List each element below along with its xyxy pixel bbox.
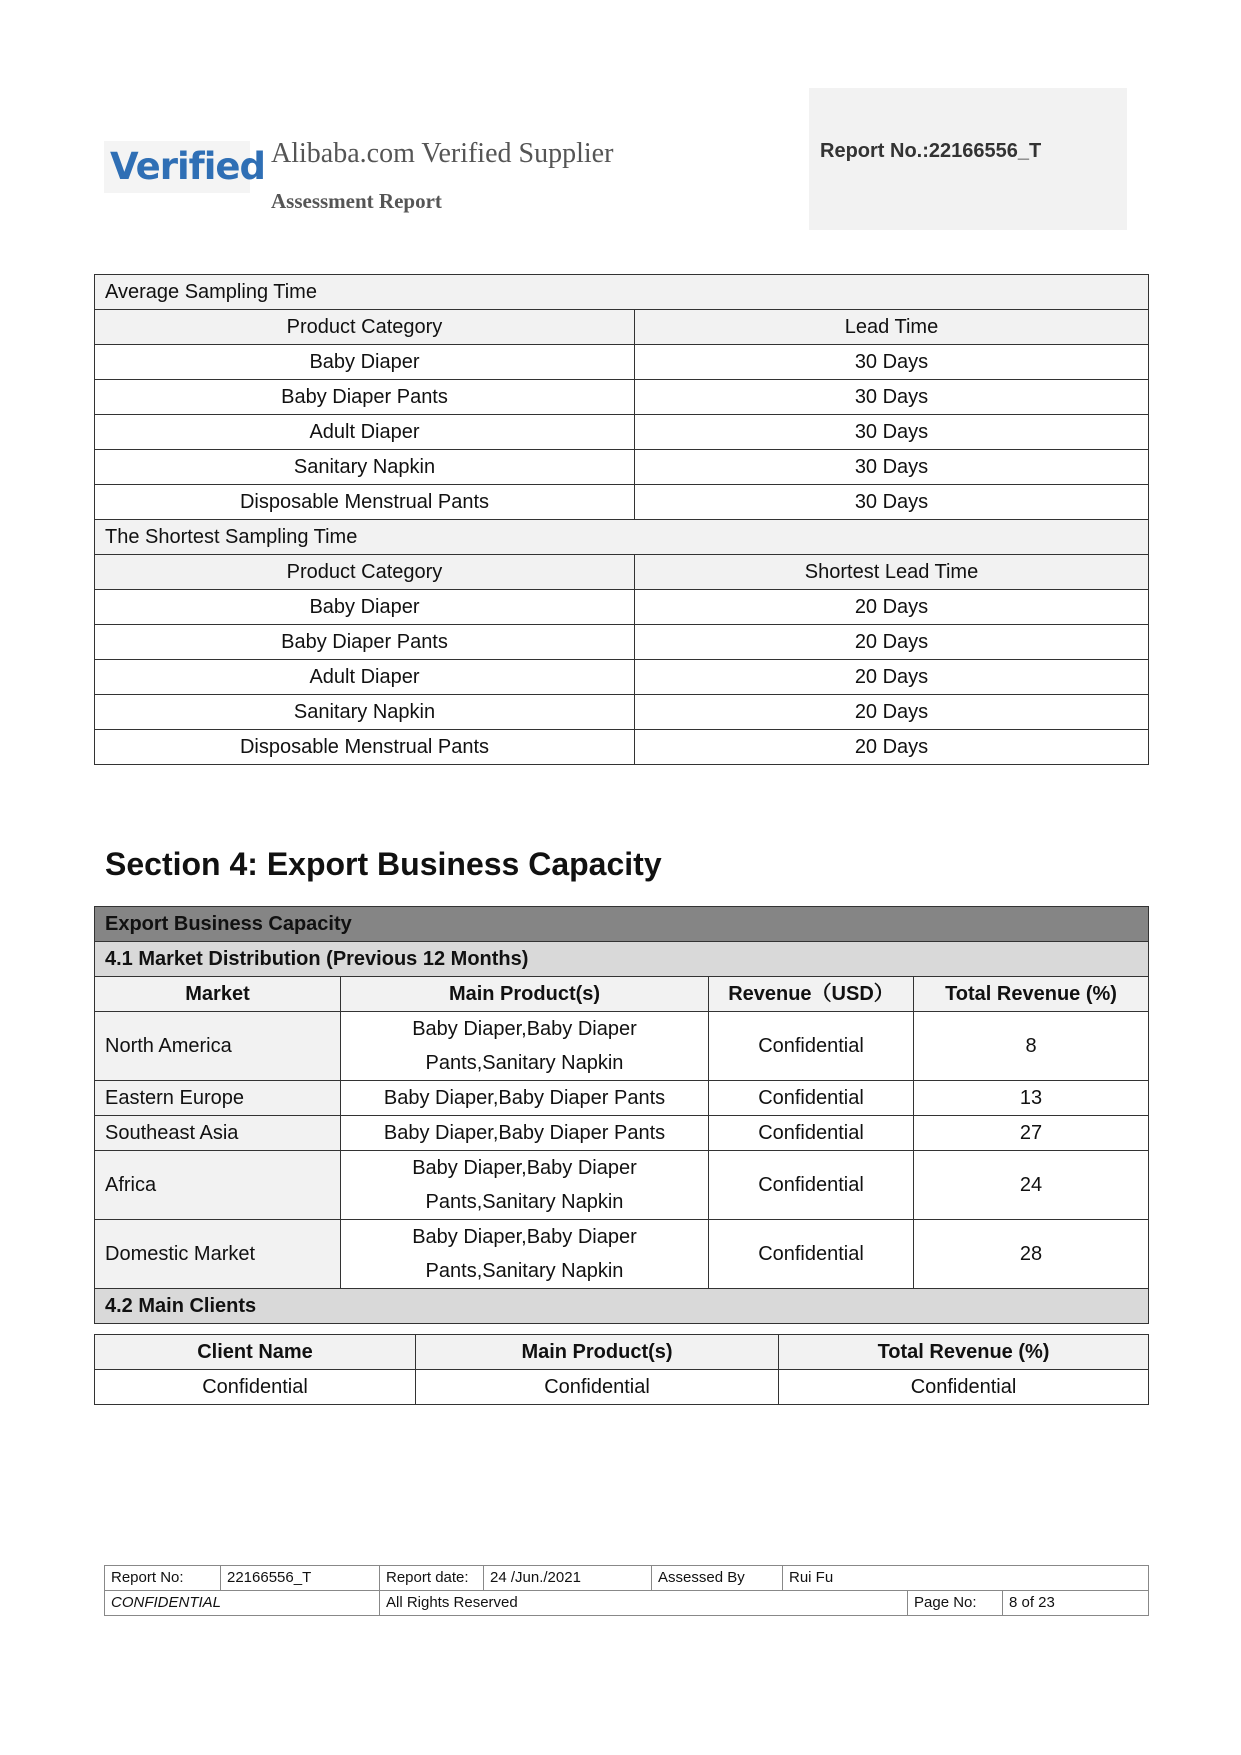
column-header: Shortest Lead Time	[635, 555, 1149, 590]
column-header: Total Revenue (%)	[779, 1335, 1149, 1370]
report-number-box	[809, 88, 1127, 230]
revenue-cell: Confidential	[709, 1116, 914, 1151]
lead-time-cell: 30 Days	[635, 380, 1149, 415]
table-row	[95, 450, 1149, 485]
verified-logo-text: Verified	[110, 145, 265, 188]
table-row	[95, 1081, 1149, 1116]
column-header: Lead Time	[635, 310, 1149, 345]
lead-time-cell: 20 Days	[635, 660, 1149, 695]
products-cell	[341, 1012, 709, 1081]
table-row	[95, 1116, 1149, 1151]
market-distribution-table	[94, 906, 1149, 1324]
table-row	[95, 415, 1149, 450]
client-name-cell: Confidential	[95, 1370, 416, 1405]
product-category-cell: Sanitary Napkin	[95, 450, 635, 485]
average-sampling-title: Average Sampling Time	[95, 275, 1149, 310]
column-header: Product Category	[95, 310, 635, 345]
market-distribution-title: 4.1 Market Distribution (Previous 12 Months)	[95, 942, 1149, 977]
main-clients-title: 4.2 Main Clients	[95, 1289, 1149, 1324]
product-category-cell: Adult Diaper	[95, 660, 635, 695]
report-number: Report No.:22166556_T	[820, 140, 1042, 162]
lead-time-cell: 20 Days	[635, 695, 1149, 730]
column-header: Total Revenue (%)	[914, 977, 1149, 1012]
product-category-cell: Baby Diaper Pants	[95, 380, 635, 415]
revenue-cell: Confidential	[709, 1012, 914, 1081]
table-row	[95, 730, 1149, 765]
table-row	[95, 625, 1149, 660]
footer-page-no-label: Page No:	[908, 1591, 1003, 1616]
footer-assessed-by-value: Rui Fu	[783, 1566, 1149, 1591]
market-cell: Eastern Europe	[95, 1081, 341, 1116]
percent-cell: 28	[914, 1220, 1149, 1289]
table-row	[95, 1370, 1149, 1405]
column-header: Client Name	[95, 1335, 416, 1370]
products-cell	[341, 1220, 709, 1289]
table-row	[95, 1012, 1149, 1081]
table-row	[95, 1151, 1149, 1220]
products-line: Pants,Sanitary Napkin	[425, 1260, 624, 1282]
client-products-cell: Confidential	[416, 1370, 779, 1405]
product-category-cell: Baby Diaper	[95, 590, 635, 625]
products-line: Baby Diaper,Baby Diaper	[412, 1226, 637, 1248]
revenue-cell: Confidential	[709, 1151, 914, 1220]
product-category-cell: Adult Diaper	[95, 415, 635, 450]
page-footer	[104, 1565, 1149, 1616]
column-header: Main Product(s)	[341, 977, 709, 1012]
products-cell: Baby Diaper,Baby Diaper Pants	[341, 1081, 709, 1116]
footer-rights: All Rights Reserved	[380, 1591, 908, 1616]
product-category-cell: Disposable Menstrual Pants	[95, 730, 635, 765]
client-revenue-cell: Confidential	[779, 1370, 1149, 1405]
footer-assessed-by-label: Assessed By	[652, 1566, 783, 1591]
footer-confidential: CONFIDENTIAL	[105, 1591, 380, 1616]
lead-time-cell: 20 Days	[635, 730, 1149, 765]
product-category-cell: Baby Diaper Pants	[95, 625, 635, 660]
footer-report-date-value: 24 /Jun./2021	[484, 1566, 652, 1591]
column-header: Market	[95, 977, 341, 1012]
sampling-time-table	[94, 274, 1149, 765]
table-row	[95, 380, 1149, 415]
lead-time-cell: 30 Days	[635, 450, 1149, 485]
column-header: Revenue（USD）	[709, 977, 914, 1012]
table-row	[95, 590, 1149, 625]
supplier-title: Alibaba.com Verified Supplier	[271, 138, 614, 169]
section-heading: Section 4: Export Business Capacity	[105, 846, 662, 882]
footer-report-date-label: Report date:	[380, 1566, 484, 1591]
lead-time-cell: 30 Days	[635, 415, 1149, 450]
table-row	[95, 1220, 1149, 1289]
percent-cell: 8	[914, 1012, 1149, 1081]
footer-report-no-label: Report No:	[105, 1566, 221, 1591]
revenue-cell: Confidential	[709, 1081, 914, 1116]
products-cell	[341, 1151, 709, 1220]
product-category-cell: Sanitary Napkin	[95, 695, 635, 730]
percent-cell: 13	[914, 1081, 1149, 1116]
revenue-cell: Confidential	[709, 1220, 914, 1289]
percent-cell: 27	[914, 1116, 1149, 1151]
market-cell: Southeast Asia	[95, 1116, 341, 1151]
percent-cell: 24	[914, 1151, 1149, 1220]
table-row	[95, 345, 1149, 380]
product-category-cell: Disposable Menstrual Pants	[95, 485, 635, 520]
lead-time-cell: 20 Days	[635, 590, 1149, 625]
table-row	[95, 660, 1149, 695]
shortest-sampling-title: The Shortest Sampling Time	[95, 520, 1149, 555]
footer-page-no-value: 8 of 23	[1003, 1591, 1149, 1616]
lead-time-cell: 20 Days	[635, 625, 1149, 660]
main-clients-table	[94, 1334, 1149, 1405]
products-line: Baby Diaper,Baby Diaper	[412, 1018, 637, 1040]
product-category-cell: Baby Diaper	[95, 345, 635, 380]
column-header: Product Category	[95, 555, 635, 590]
products-line: Pants,Sanitary Napkin	[425, 1052, 624, 1074]
market-cell: Africa	[95, 1151, 341, 1220]
table-row	[95, 485, 1149, 520]
products-cell: Baby Diaper,Baby Diaper Pants	[341, 1116, 709, 1151]
export-capacity-title: Export Business Capacity	[95, 907, 1149, 942]
lead-time-cell: 30 Days	[635, 485, 1149, 520]
table-row	[95, 695, 1149, 730]
market-cell: North America	[95, 1012, 341, 1081]
footer-report-no-value: 22166556_T	[221, 1566, 380, 1591]
market-cell: Domestic Market	[95, 1220, 341, 1289]
lead-time-cell: 30 Days	[635, 345, 1149, 380]
products-line: Pants,Sanitary Napkin	[425, 1191, 624, 1213]
verified-logo	[104, 141, 265, 193]
products-line: Baby Diaper,Baby Diaper	[412, 1157, 637, 1179]
report-subtitle: Assessment Report	[271, 189, 442, 213]
column-header: Main Product(s)	[416, 1335, 779, 1370]
